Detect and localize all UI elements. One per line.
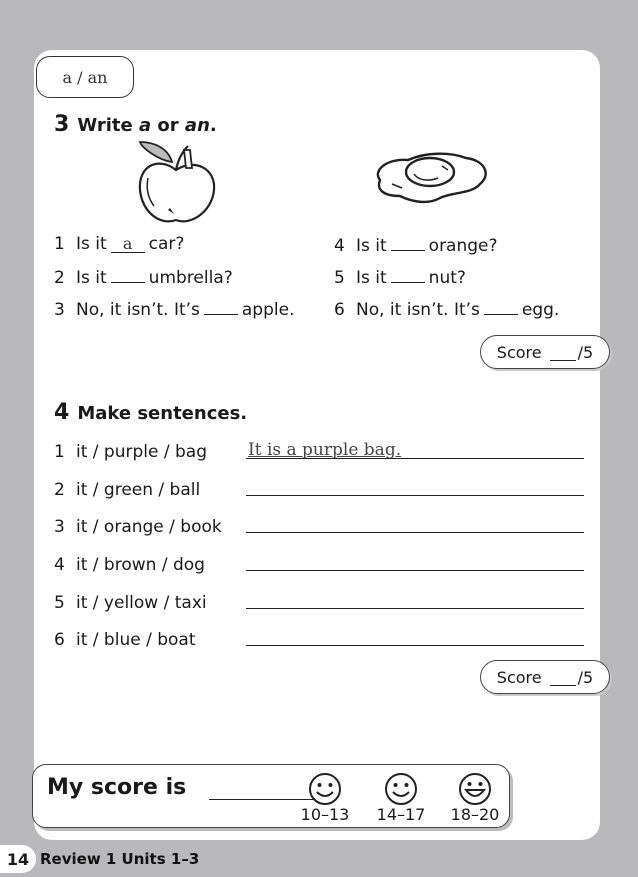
question-row: 1 Is it a car? <box>54 234 185 254</box>
smiley-face-icon <box>383 771 419 807</box>
page-number: 14 <box>0 845 36 873</box>
question-row: 3 No, it isn’t. It’s apple. <box>54 300 295 320</box>
answer-blank[interactable] <box>391 234 425 251</box>
answer-blank[interactable] <box>111 266 145 283</box>
answer-line[interactable] <box>246 645 584 646</box>
answer-line[interactable] <box>246 570 584 571</box>
score-range: 10–13 <box>300 805 350 824</box>
example-answer: It is a purple bag. <box>248 440 402 460</box>
my-score-blank[interactable] <box>209 799 319 800</box>
topic-tab: a / an <box>36 56 134 98</box>
sentence-prompt: 1 it / purple / bag <box>54 442 207 462</box>
answer-blank[interactable] <box>484 298 518 315</box>
sentence-prompt: 5 it / yellow / taxi <box>54 593 207 613</box>
answer-line[interactable] <box>246 495 584 496</box>
question-row: 5 Is it nut? <box>334 268 466 288</box>
sentence-prompt: 3 it / orange / book <box>54 517 222 537</box>
score-blank[interactable] <box>550 344 576 361</box>
section-3-title: 3 Write a or an. <box>54 112 217 137</box>
sentence-prompt: 2 it / green / ball <box>54 480 201 500</box>
answer-blank[interactable] <box>391 266 425 283</box>
footer-text: Review 1 Units 1–3 <box>40 850 200 868</box>
score-range: 14–17 <box>376 805 426 824</box>
question-row: 2 Is it umbrella? <box>54 268 233 288</box>
section-3-score-box: Score /5 <box>480 335 610 369</box>
question-row: 4 Is it orange? <box>334 236 498 256</box>
answer-blank[interactable]: a <box>111 236 145 253</box>
answer-line[interactable] <box>246 458 584 459</box>
score-blank[interactable] <box>550 669 576 686</box>
answer-line[interactable] <box>246 608 584 609</box>
fried-egg-illustration <box>368 150 492 208</box>
sentence-prompt: 4 it / brown / dog <box>54 555 205 575</box>
apple-illustration <box>128 138 224 230</box>
section-4-title: 4 Make sentences. <box>54 400 248 425</box>
my-score-box: My score is 10–13 14–17 18–20 <box>32 764 510 828</box>
sentence-prompt: 6 it / blue / boat <box>54 630 196 650</box>
answer-blank[interactable] <box>204 298 238 315</box>
section-4-score-box: Score /5 <box>480 660 610 694</box>
score-range: 18–20 <box>450 805 500 824</box>
question-row: 6 No, it isn’t. It’s egg. <box>334 300 560 320</box>
page-footer <box>0 845 240 873</box>
answer-line[interactable] <box>246 532 584 533</box>
smiley-face-icon <box>307 771 343 807</box>
big-smiley-face-icon <box>457 771 493 807</box>
